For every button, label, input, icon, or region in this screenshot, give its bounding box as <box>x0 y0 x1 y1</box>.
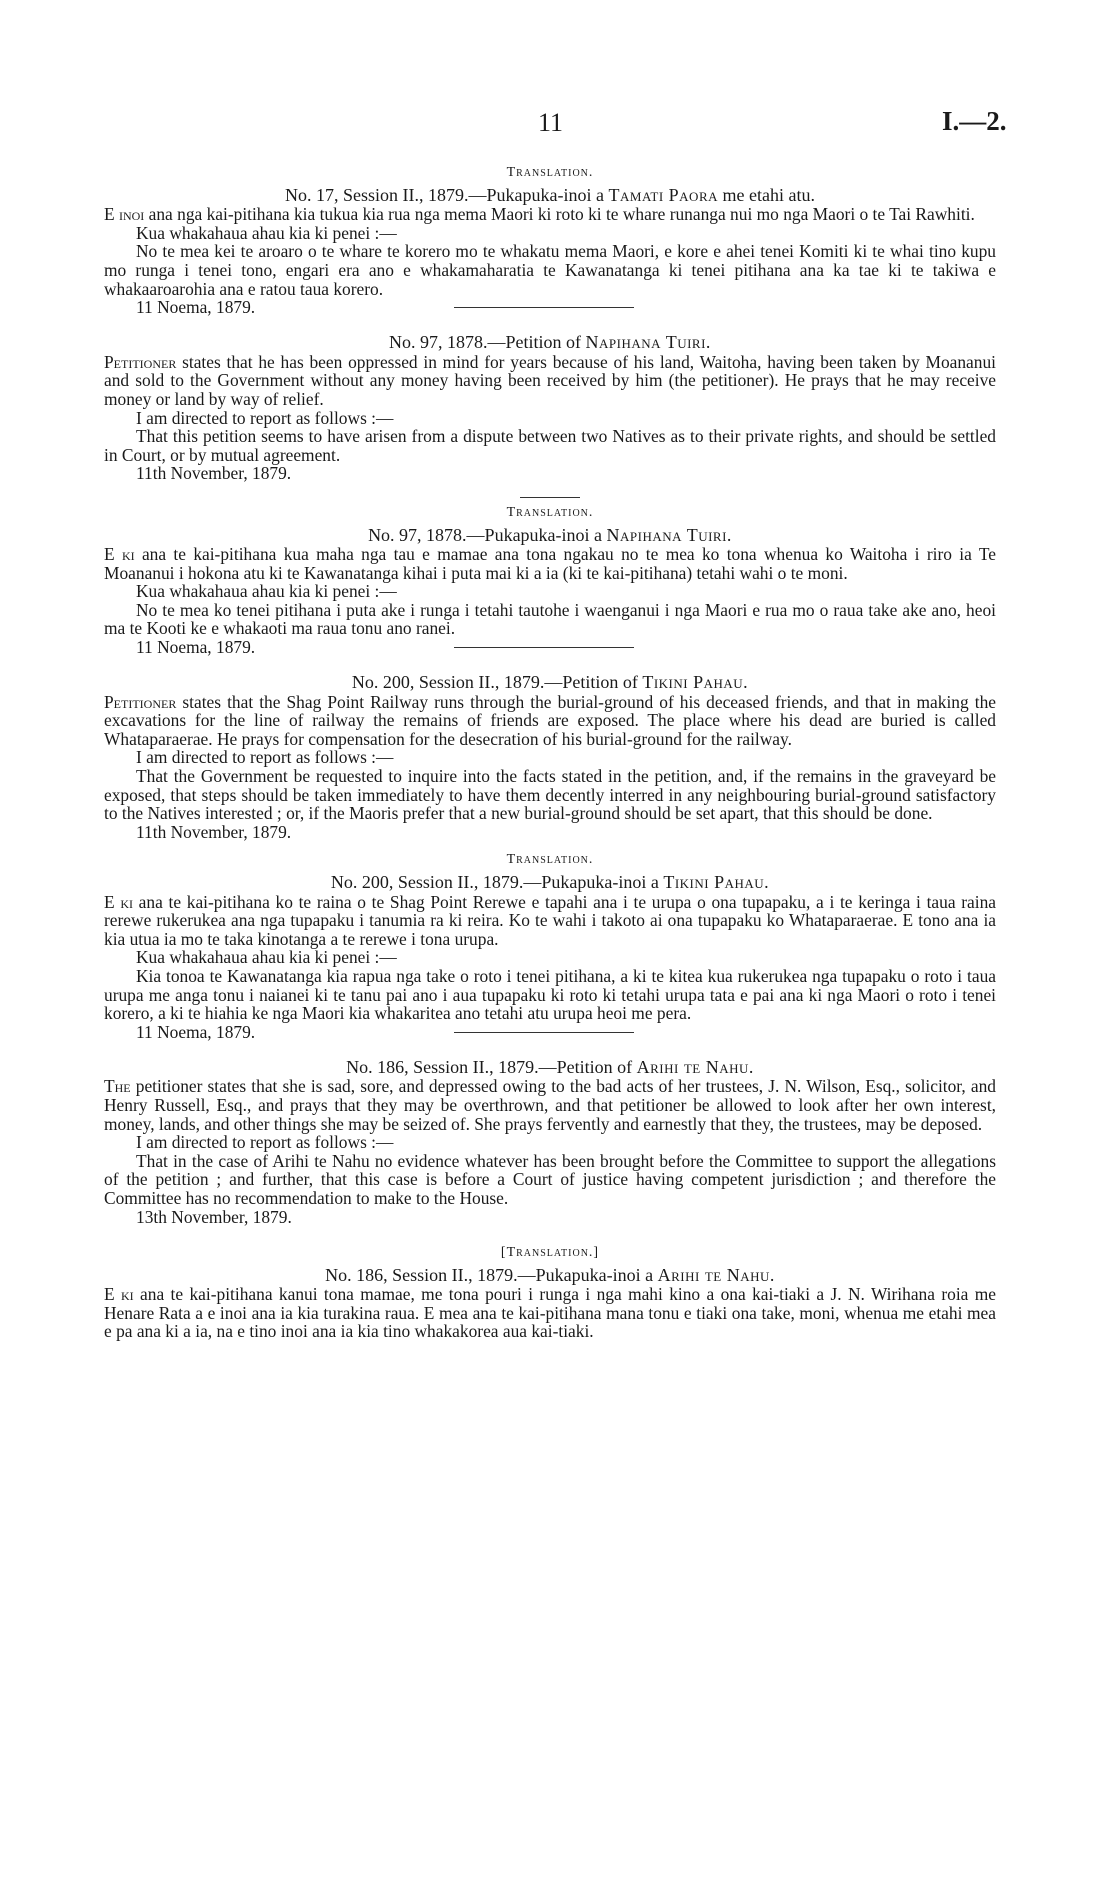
report-date: 11 Noema, 1879. <box>136 297 256 318</box>
report-text: That this petition seems to have arisen from a dispute between two Natives as to their private rights, and should be settled in Court, or by mutual agreement. <box>104 426 996 465</box>
petition-title: No. 97, 1878.—Petition of Napihana Tuiri. <box>389 332 711 353</box>
petition-title: No. 186, Session II., 1879.—Pukapuka-inoi a Arihi te Nahu. <box>325 1264 775 1285</box>
report-intro: Kua whakahaua ahau kia ki penei :— <box>136 947 397 968</box>
petition-title: No. 200, Session II., 1879.—Pukapuka-inoi a Tikini Pahau. <box>330 872 770 892</box>
report-intro: Kua whakahaua ahau kia ki penei :— <box>136 222 397 243</box>
petition-title: No. 17, Session II., 1879.—Pukapuka-inoi a Tamati Paora me etahi atu. <box>285 184 815 205</box>
translation-heading: [Translation.] <box>500 1245 600 1261</box>
translation-heading: Translation. <box>506 852 594 868</box>
report-intro: I am directed to report as follows :— <box>136 407 394 428</box>
section-arihi-te-nahu-translation <box>104 1244 996 1341</box>
date-row <box>104 1023 996 1042</box>
section-napihana-tuiri-translation <box>104 504 996 657</box>
section-tikini-pahau <box>104 673 996 841</box>
report-intro: Kua whakahaua ahau kia ki penei :— <box>136 581 397 602</box>
report-text: No te mea ko tenei pitihana i puta ake i runga i tetahi tautohe i waenganui i nga Maori e rua mo o raua take ake ano, heoi ma te Kooti ke e whakaoti ma raua tonu ano ranei. <box>104 599 996 639</box>
date-row <box>104 298 996 317</box>
date-row <box>104 638 996 657</box>
translation-heading: Translation. <box>506 504 594 520</box>
section-tamati-paora-translation <box>104 164 996 317</box>
section-divider <box>454 1032 634 1033</box>
section-divider <box>454 647 634 648</box>
page-number: 11 <box>538 108 564 137</box>
document-body <box>104 160 996 1341</box>
report-text: That in the case of Arihi te Nahu no evidence whatever has been brought before the Committee to support the allegations of the petition ; and further, that this case is before a Court of justice having competent jurisdiction ; and therefore the Committee has no recommendation to make to the House. <box>104 1150 996 1208</box>
report-date: 13th November, 1879. <box>136 1206 292 1227</box>
report-date: 11th November, 1879. <box>136 821 292 842</box>
section-arihi-te-nahu <box>104 1058 996 1226</box>
report-intro: I am directed to report as follows :— <box>136 747 394 768</box>
translation-heading: Translation. <box>506 165 594 180</box>
report-date: 11 Noema, 1879. <box>136 637 256 658</box>
petition-title: No. 186, Session II., 1879.—Petition of Arihi te Nahu. <box>346 1056 754 1077</box>
report-date: 11th November, 1879. <box>136 463 292 484</box>
petition-summary: Petitioner states that the Shag Point Railway runs through the burial-ground of his deceased friends, and that in making the excavations for the line of railway the remains of friends are exposed. The place where his dead are buried is called Whataparaerae. He prays for compensation for the desecration of his burial-ground for the railway. <box>104 691 996 749</box>
petition-summary: E ki ana te kai-pitihana kua maha nga tau e mamae ana tona ngakau no te mea ko tona whenua ko Waitoha i riro ia Te Moananui i hokona atu ki te Kawanatanga kihai i puta mai ki a ia (ki te kai-pitihana) tetahi wahi o te moni. <box>104 544 996 583</box>
report-text: That the Government be requested to inquire into the facts stated in the petition, and, if the remains in the graveyard be exposed, that steps should be taken immediately to have them decently interred in any neighbouring burial-ground satisfactory to the Natives interested ; or, if the Maoris prefer that a new burial-ground should be set apart, that this should be done. <box>104 766 996 824</box>
petition-title: No. 200, Session II., 1879.—Petition of Tikini Pahau. <box>351 672 749 693</box>
petition-title: No. 97, 1878.—Pukapuka-inoi a Napihana Tuiri. <box>368 524 732 545</box>
petition-summary: E ki ana te kai-pitihana ko te raina o te Shag Point Rerewe e tapahi ana i te urupa o ona tupapaku, a i te keringa i taua raina rerewe rukerukea ana nga tupapaku i tanumia ra ki reira. Ko te wahi i takoto ai ona tupapaku ko Whataparaerae. E tono ana ia kia utua ia mo te taka kinotanga a te rerewe i tona urupa. <box>104 891 996 949</box>
report-text: Kia tonoa te Kawanatanga kia rapua nga take o roto i tenei pitihana, a ki te kitea kua rukerukea nga tupapaku o roto i taua urupa me anga tonu i naianei ki te tanu pai ano i aua tupapaku ki roto ki tetahi urupa tata e pai ana ki nga Maori o roto i tenei korero, a ki te hiahia ke nga Maori kia whakaritea ano tetahi atu urupa heoi me pera. <box>104 965 996 1024</box>
petition-summary: The petitioner states that she is sad, sore, and depressed owing to the bad acts of her trustees, J. N. Wilson, Esq., solicitor, and Henry Russell, Esq., and prays that they may be overthrown, and that petitioner be allowed to look after her own interest, money, lands, and other things she may be seized of. She prays fervently and earnestly that they, the trustees, may be deposed. <box>104 1076 996 1134</box>
section-divider <box>454 307 634 308</box>
section-divider <box>520 497 580 498</box>
section-napihana-tuiri <box>104 333 996 483</box>
document-reference: I.—2. <box>942 106 1007 136</box>
petition-summary: E ki ana te kai-pitihana kanui tona mamae, me tona pouri i runga i nga mahi kino a ona kai-tiaki a J. N. Wirihana roia me Henare Rata a e inoi ana ia kia turakina raua. E mea ana te kai-pitihana mana tonu e tiaki ona take, moni, whenua me etahi mea e pa ana ki a ia, na e tino inoi ana ia kia tino whakakorea aua kai-tiaki. <box>104 1284 996 1342</box>
report-text: No te mea kei te aroaro o te whare te korero mo te whakatu mema Maori, e kore e ahei tenei Komiti ki te whai tino kupu mo runga i tenei tono, engari era ano e whakamaharatia te Kawanatanga ki tenei pitihana ana ka tae ki te takiwa e whakaaroarohia ana e ratou taua korero. <box>104 241 996 299</box>
section-tikini-pahau-translation <box>104 851 996 1041</box>
petition-summary: Petitioner states that he has been oppressed in mind for years because of his land, Waitoha, having been taken by Moananui and sold to the Government without any money having been received by him (the petitioner). He prays that he may receive money or land by way of relief. <box>104 351 996 409</box>
report-intro: I am directed to report as follows :— <box>136 1132 394 1153</box>
report-date: 11 Noema, 1879. <box>136 1021 256 1042</box>
petition-summary: E inoi ana nga kai-pitihana kia tukua kia rua nga mema Maori ki roto ki te whare runanga nui mo nga Maori o te Tai Rawhiti. <box>104 204 975 225</box>
